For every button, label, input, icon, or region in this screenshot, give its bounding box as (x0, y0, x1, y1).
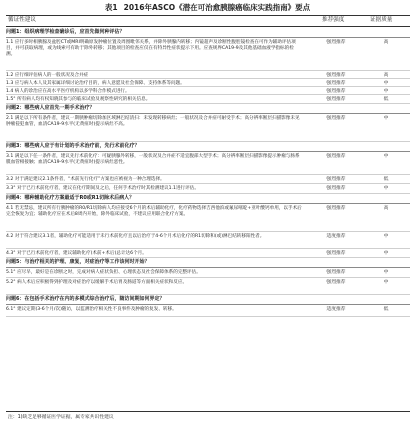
header-strength: 推荐强度 (322, 17, 345, 23)
recommendation-row (6, 249, 410, 258)
recommendation-row (6, 95, 410, 104)
strength-cell: 强烈推荐 (326, 154, 346, 159)
strength-cell: 强烈推荐 (326, 40, 346, 45)
evidence-cell: 高 (383, 40, 389, 45)
recommendation-row (6, 268, 410, 278)
evidence-cell: 中 (383, 81, 389, 86)
question-text: 问题2：哪些病人应首先一期手术治疗？ (6, 105, 95, 111)
evidence-cell: 中 (383, 234, 389, 239)
recommendation-text: 5.2° 病人术后应积极得到护理及对症治疗以缓解手术后胃及肠道等方面相关症状和反应。 (6, 280, 188, 285)
recommendation-text: 4.1 若无禁忌，建议所有行胰肿瘤的R0/R1切除病人均应接受6个月的术后辅助化疗，化疗药物选择吉西他滨或氟尿嘧啶+亚叶酸钙单用，以手术后完全恢复为宜；辅助化疗应在术后8周内开始，除外临床试验，不建议应用联合化疗方案。 (6, 206, 302, 218)
recommendation-text: 3.1 满足以下任一条件者，建议先行术前化疗：可疑胰腺外转移，一般状况及合并症不适宜腹部大型手术；高分辨率断层扫描影像提示肿瘤与肠系膜血管相接触；血清CA19-9水平(无黄疸时)提示病灶恶性。 (6, 154, 300, 166)
recommendation-text: 4.3° 对于已行术前化疗者，建议辅助化疗(术前+术后)总计达6个月。 (6, 251, 147, 256)
recommendation-text: 3.3° 对于已行术前化疗者，建议在化疗期间及之后，任何手术治疗时其检测建议1.1进行评估。 (6, 186, 199, 191)
question-row (6, 28, 410, 38)
question-row (6, 194, 410, 204)
recommendation-text: 1.2 应行细评估病人的一般状况及合并症 (6, 73, 89, 78)
header-evidence-quality: 证据质量 (370, 17, 393, 23)
strength-cell: 强烈推荐 (326, 251, 346, 256)
table-header (6, 16, 410, 25)
strength-cell: 强烈推荐 (326, 270, 346, 275)
recommendation-text: 5.1° 应尽早，最好是在诊断之时，完成对病人症状负担、心理状态及社会保障体系的完整评估。 (6, 270, 201, 275)
table-caption: 2016年ASCO《潜在可治愈胰腺癌临床实践指南》要点 (123, 3, 311, 12)
question-text: 问题3：哪些病人应于有计划的手术治疗前，先行术前化疗？ (6, 143, 140, 149)
evidence-cell: 中 (383, 251, 389, 256)
recommendation-row (6, 305, 410, 317)
evidence-cell: 高 (383, 206, 389, 211)
evidence-cell: 中 (383, 89, 389, 94)
question-text: 问题1：组织病理学检查确诊后，应首先做何种评估？ (6, 29, 125, 35)
question-text: 问题6：在包括手术治疗在内的多模式综合治疗后，随访间期如何界定？ (6, 296, 165, 302)
evidence-cell: 中 (383, 154, 389, 159)
recommendation-text: 3.2 对于满足建议2.1条件者，“术前先行化疗”方案也应被视为一种合理选择。 (6, 177, 165, 182)
question-row (6, 104, 410, 114)
recommendation-text: 1.1 应行多时相胰腺及盆腔CT或MRI明确原发肿瘤位置及周围毗邻关系，并除外胰腺内转移；内镜超声及诊断性腹腔镜检查在可作为辅助评估项目，并可获取病理，或为线索可有助于除外转移；其他项目的检查应仅在有特异性症状提示下用。应查规界CA19-9及其他基础血液学指标的检测。 (6, 40, 296, 58)
strength-cell: 强烈推荐 (326, 81, 346, 86)
evidence-cell: 中 (383, 270, 389, 275)
table-body (6, 28, 410, 317)
recommendation-row (6, 278, 410, 295)
question-text: 问题5：与治疗相关的护理、康复，对症治疗等工作该何时开始？ (6, 259, 150, 265)
recommendation-text: 1.4 病人的诊治应在高水平医疗机构以多学科合作模式进行。 (6, 89, 130, 94)
bottom-rule (6, 411, 410, 412)
question-text: 问题4：哪种辅助化疗方案最适于R0或R1切除术后病人？ (6, 195, 135, 201)
question-row (6, 142, 410, 152)
recommendation-row (6, 38, 410, 71)
recommendation-text: 1.3 应与病人本人及其家属详细讨论治疗目的，病人意愿及社会保障、支持体系等问题。 (6, 81, 185, 86)
evidence-cell: 高 (383, 73, 389, 78)
recommendation-text: 1.5° 所有病人均有权知晓其参与的临床试验及观察性研究的相关信息。 (6, 97, 151, 102)
question-row (6, 295, 410, 305)
recommendation-row (6, 87, 410, 95)
recommendation-row (6, 79, 410, 87)
recommendation-row (6, 184, 410, 194)
recommendation-text: 6.1° 建议定期(3-6个月/次)随访，以监测治疗相关性不良事件及肿瘤的复发、转移。 (6, 307, 177, 312)
recommendation-row (6, 175, 410, 184)
table-footnote: 注：1)缺乏足够循证医学证据，属专家共识性建议 (8, 415, 114, 420)
evidence-cell: 低 (383, 177, 389, 182)
strength-cell: 强烈推荐 (326, 73, 346, 78)
table-title (0, 3, 415, 13)
recommendation-row (6, 204, 410, 232)
recommendation-row (6, 152, 410, 175)
recommendation-row (6, 114, 410, 142)
evidence-cell: 中 (383, 280, 389, 285)
evidence-cell: 低 (383, 307, 389, 312)
table-number: 表1 (104, 3, 118, 12)
strength-cell: 强烈推荐 (326, 177, 346, 182)
question-row (6, 258, 410, 268)
strength-cell: 强烈推荐 (326, 97, 346, 102)
evidence-cell: 中 (383, 186, 389, 191)
strength-cell: 强烈推荐 (326, 89, 346, 94)
header-recommendation: 循证性建议 (8, 17, 36, 23)
recommendation-row (6, 232, 410, 249)
recommendation-text: 2.1 满足以下所有条件者，建议一期胰肿瘤切除加区域淋巴结清扫：未发现转移病灶；一般状况及合并症可耐受手术；高分辨率断层扫描影像未见肿瘤侵犯血管，血清CA19-9水平(无黄疸时)提示病灶不高。 (6, 116, 300, 128)
strength-cell: 强烈推荐 (326, 116, 346, 121)
header-rule (6, 26, 410, 27)
evidence-cell: 低 (383, 97, 389, 102)
evidence-cell: 中 (383, 116, 389, 121)
recommendation-text: 4.2 对于符合建议3.1者，辅助化疗可能适用于未行术前化疗且以后治疗于4-6个月术后化疗的R1切除和(或)淋巴结转移阳性者。 (6, 234, 265, 239)
strength-cell: 适度推荐 (326, 234, 346, 239)
recommendation-row (6, 71, 410, 79)
strength-cell: 强烈推荐 (326, 206, 346, 211)
strength-cell: 强烈推荐 (326, 186, 346, 191)
strength-cell: 适度推荐 (326, 307, 346, 312)
strength-cell: 强烈推荐 (326, 280, 346, 285)
